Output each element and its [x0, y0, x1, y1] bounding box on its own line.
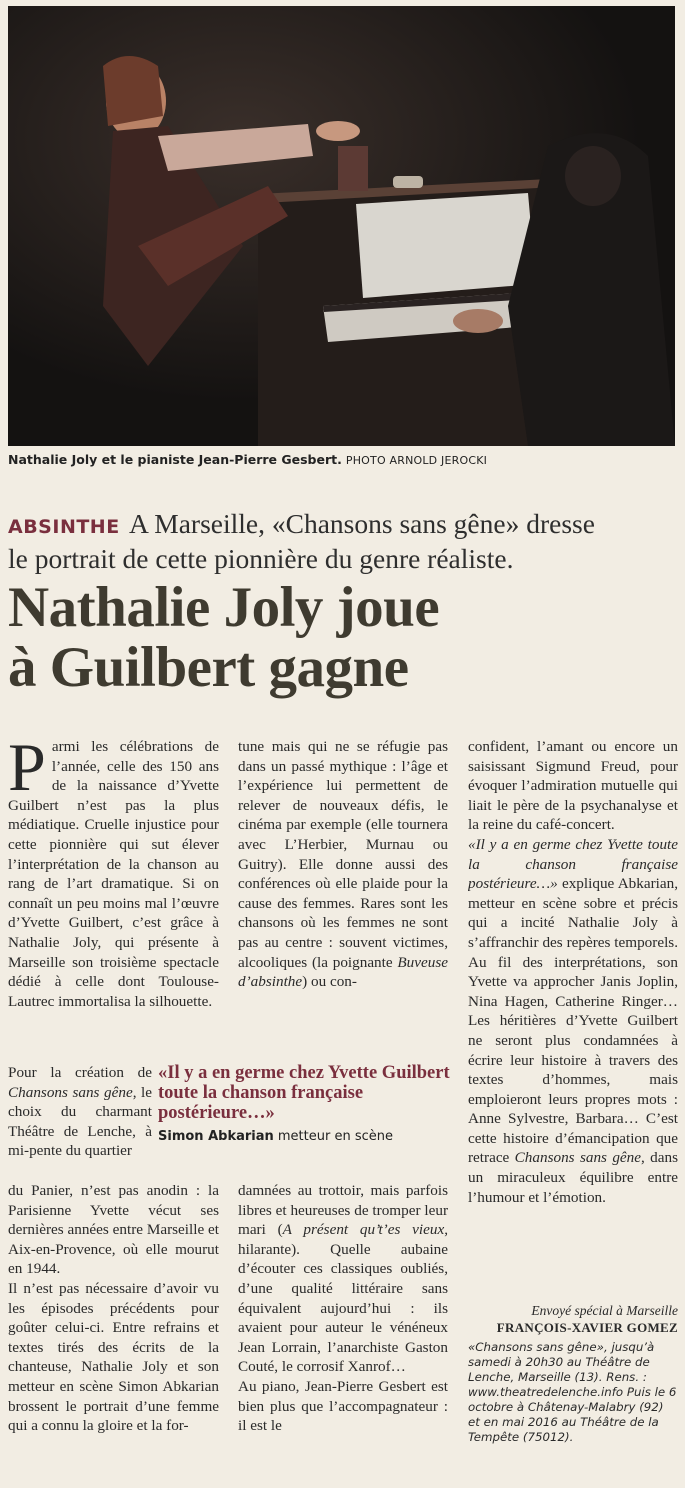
creation-text: Pour la création de — [8, 1064, 152, 1081]
heritage-text: explique Abkarian, metteur en scène sobre et précis qui a incité Nathalie Joly à s’affranchir des repères temporels. Au fil des interprétations, son Yvette va approcher Janis Joplin, Nina Hagen, Catherine Ringer… Les héritières d’Yvette Guilbert ne seront plus condamnées à écrire leur histoire à travers des textes d’hommes, mais emploieront leurs propres mots : Anne Sylvestre, Barbara… C’est cette histoire d’émancipation que retrace — [468, 875, 678, 1167]
column-3 — [468, 737, 678, 1299]
byline-block — [468, 1302, 678, 1445]
standfirst — [8, 508, 678, 574]
pull-quote-attribution — [158, 1129, 453, 1144]
heritage-text-end: , dans un miraculeux équilibre entre l’humour et l’émotion. — [468, 1149, 678, 1206]
photo-caption — [8, 452, 675, 467]
headline — [8, 578, 678, 698]
pull-quote-text: «Il y a en germe chez Yvette Guilbert toute la chanson française postérieure…» — [158, 1063, 450, 1123]
pull-quote-author: Simon Abkarian — [158, 1129, 274, 1144]
caption-text: Nathalie Joly et le pianiste Jean-Pierre Gesbert. — [8, 452, 342, 467]
column-1 — [8, 737, 219, 1055]
drop-cap: P — [8, 737, 46, 805]
intro-text: armi les célébrations de l’année, celle des 150 ans de la naissance d’Yvette Guilbert n’est pas la plus médiatique. Cruelle injustice pour cette pionnière qui sut élever l’interprétation de la chanson au rang de l’art dramatique. Si on connaît un peu moins mal l’œuvre d’Yvette Guilbert, c’est grâce à Nathalie Joly, qui présente à Marseille son troisième spectacle dédié à celle dont Toulouse-Lautrec immortalisa la silhouette. — [8, 738, 219, 1010]
kicker: ABSINTHE — [8, 516, 120, 538]
paragraph-songs — [238, 1181, 448, 1377]
stage-illustration — [8, 6, 675, 446]
song-title-present: A présent qu’t’es vieux — [282, 1221, 445, 1239]
pull-quote-role: metteur en scène — [273, 1129, 393, 1144]
paragraph-piano: Au piano, Jean-Pierre Gesbert est bien plus que l’accompagnateur : il est le — [238, 1377, 448, 1435]
songs-text: damnées au trottoir, mais parfois libres et heureuses de tromper leur mari ( — [238, 1182, 448, 1239]
paragraph-intro — [8, 737, 219, 1011]
paragraph-episodes: Il n’est pas nécessaire d’avoir vu les épisodes précédents pour goûter celui-ci. Entre refrains et textes tirés des écrits de la chanteuse, Nathalie Joly et son metteur en scène Simon Abkarian brossent le portrait d’une femme qui a connu la gloire et la for- — [8, 1279, 219, 1435]
career-text-end: ) ou con- — [302, 973, 357, 991]
column-2 — [238, 737, 448, 1055]
standfirst-line-2: le portrait de cette pionnière du genre réaliste. — [8, 543, 514, 574]
pull-quote — [158, 1063, 453, 1144]
show-title: Chansons sans gêne — [8, 1083, 133, 1101]
song-title-buveuse: Buveuse d’absinthe — [238, 953, 448, 991]
envoy-line: Envoyé spécial à Marseille — [531, 1303, 678, 1318]
career-text: tune mais qui ne se réfugie pas dans un passé mythique : l’âge et l’expérience lui permettent de relever de nouveaux défis, le cinéma par exemple (elle tournera avec L’Herbier, Murnau ou Guitry). Elle donne aussi des conférences où elle plaide pour la cause des femmes. Rares sont les chansons où les femmes ne sont pas au centre : souvent victimes, alcooliques (la poignante — [238, 738, 448, 971]
songs-text-end: , hilarante). Quelle aubaine d’écouter ces classiques oubliés, d’une qualité littéraire sans équivalent aujourd’hui : ils avaient pour auteur le vénéneux Jean Lorrain, l’anarchiste Gaston Couté, le corrosif Xanrof… — [238, 1221, 448, 1376]
article-photo — [8, 6, 675, 446]
creation-text-end: , le choix du charmant Théâtre de Lenche, à mi-pente du quartier — [8, 1083, 152, 1160]
paragraph-panier: du Panier, n’est pas anodin : la Parisienne Yvette vécut ses dernières années entre Marseille et Aix-en-Provence, où elle mourut en 1944. — [8, 1182, 219, 1278]
paragraph-freud: confident, l’amant ou encore un saisissant Sigmund Freud, pour évoquer l’admiration mutuelle qui liait le père de la psychanalyse et la reine du café-concert. — [468, 738, 678, 834]
column-1-narrow — [8, 1063, 152, 1181]
column-1-bottom — [8, 1181, 219, 1466]
headline-line-2: à Guilbert gagne — [8, 636, 409, 699]
paragraph-career — [238, 737, 448, 992]
column-2-bottom — [238, 1181, 448, 1466]
paragraph-heritage — [468, 835, 678, 1207]
inline-quote: «Il y a en germe chez Yvette toute la chanson française postérieure…» — [468, 835, 678, 893]
author-name: FRANÇOIS-XAVIER GOMEZ — [496, 1320, 678, 1335]
headline-line-1: Nathalie Joly joue — [8, 576, 440, 639]
practical-info: «Chansons sans gêne», jusqu’à samedi à 20h30 au Théâtre de Lenche, Marseille (13). Rens. : www.theatredelenche.info Puis le 6 octobre à Châtenay-Malabry (92) et en mai 2016 au Théâtre de la Tempête (75012). — [468, 1340, 677, 1444]
show-title-2: Chansons sans gêne — [514, 1149, 641, 1167]
photo-credit: PHOTO ARNOLD JEROCKI — [345, 454, 488, 467]
standfirst-line-1: A Marseille, «Chansons sans gêne» dresse — [129, 508, 595, 539]
